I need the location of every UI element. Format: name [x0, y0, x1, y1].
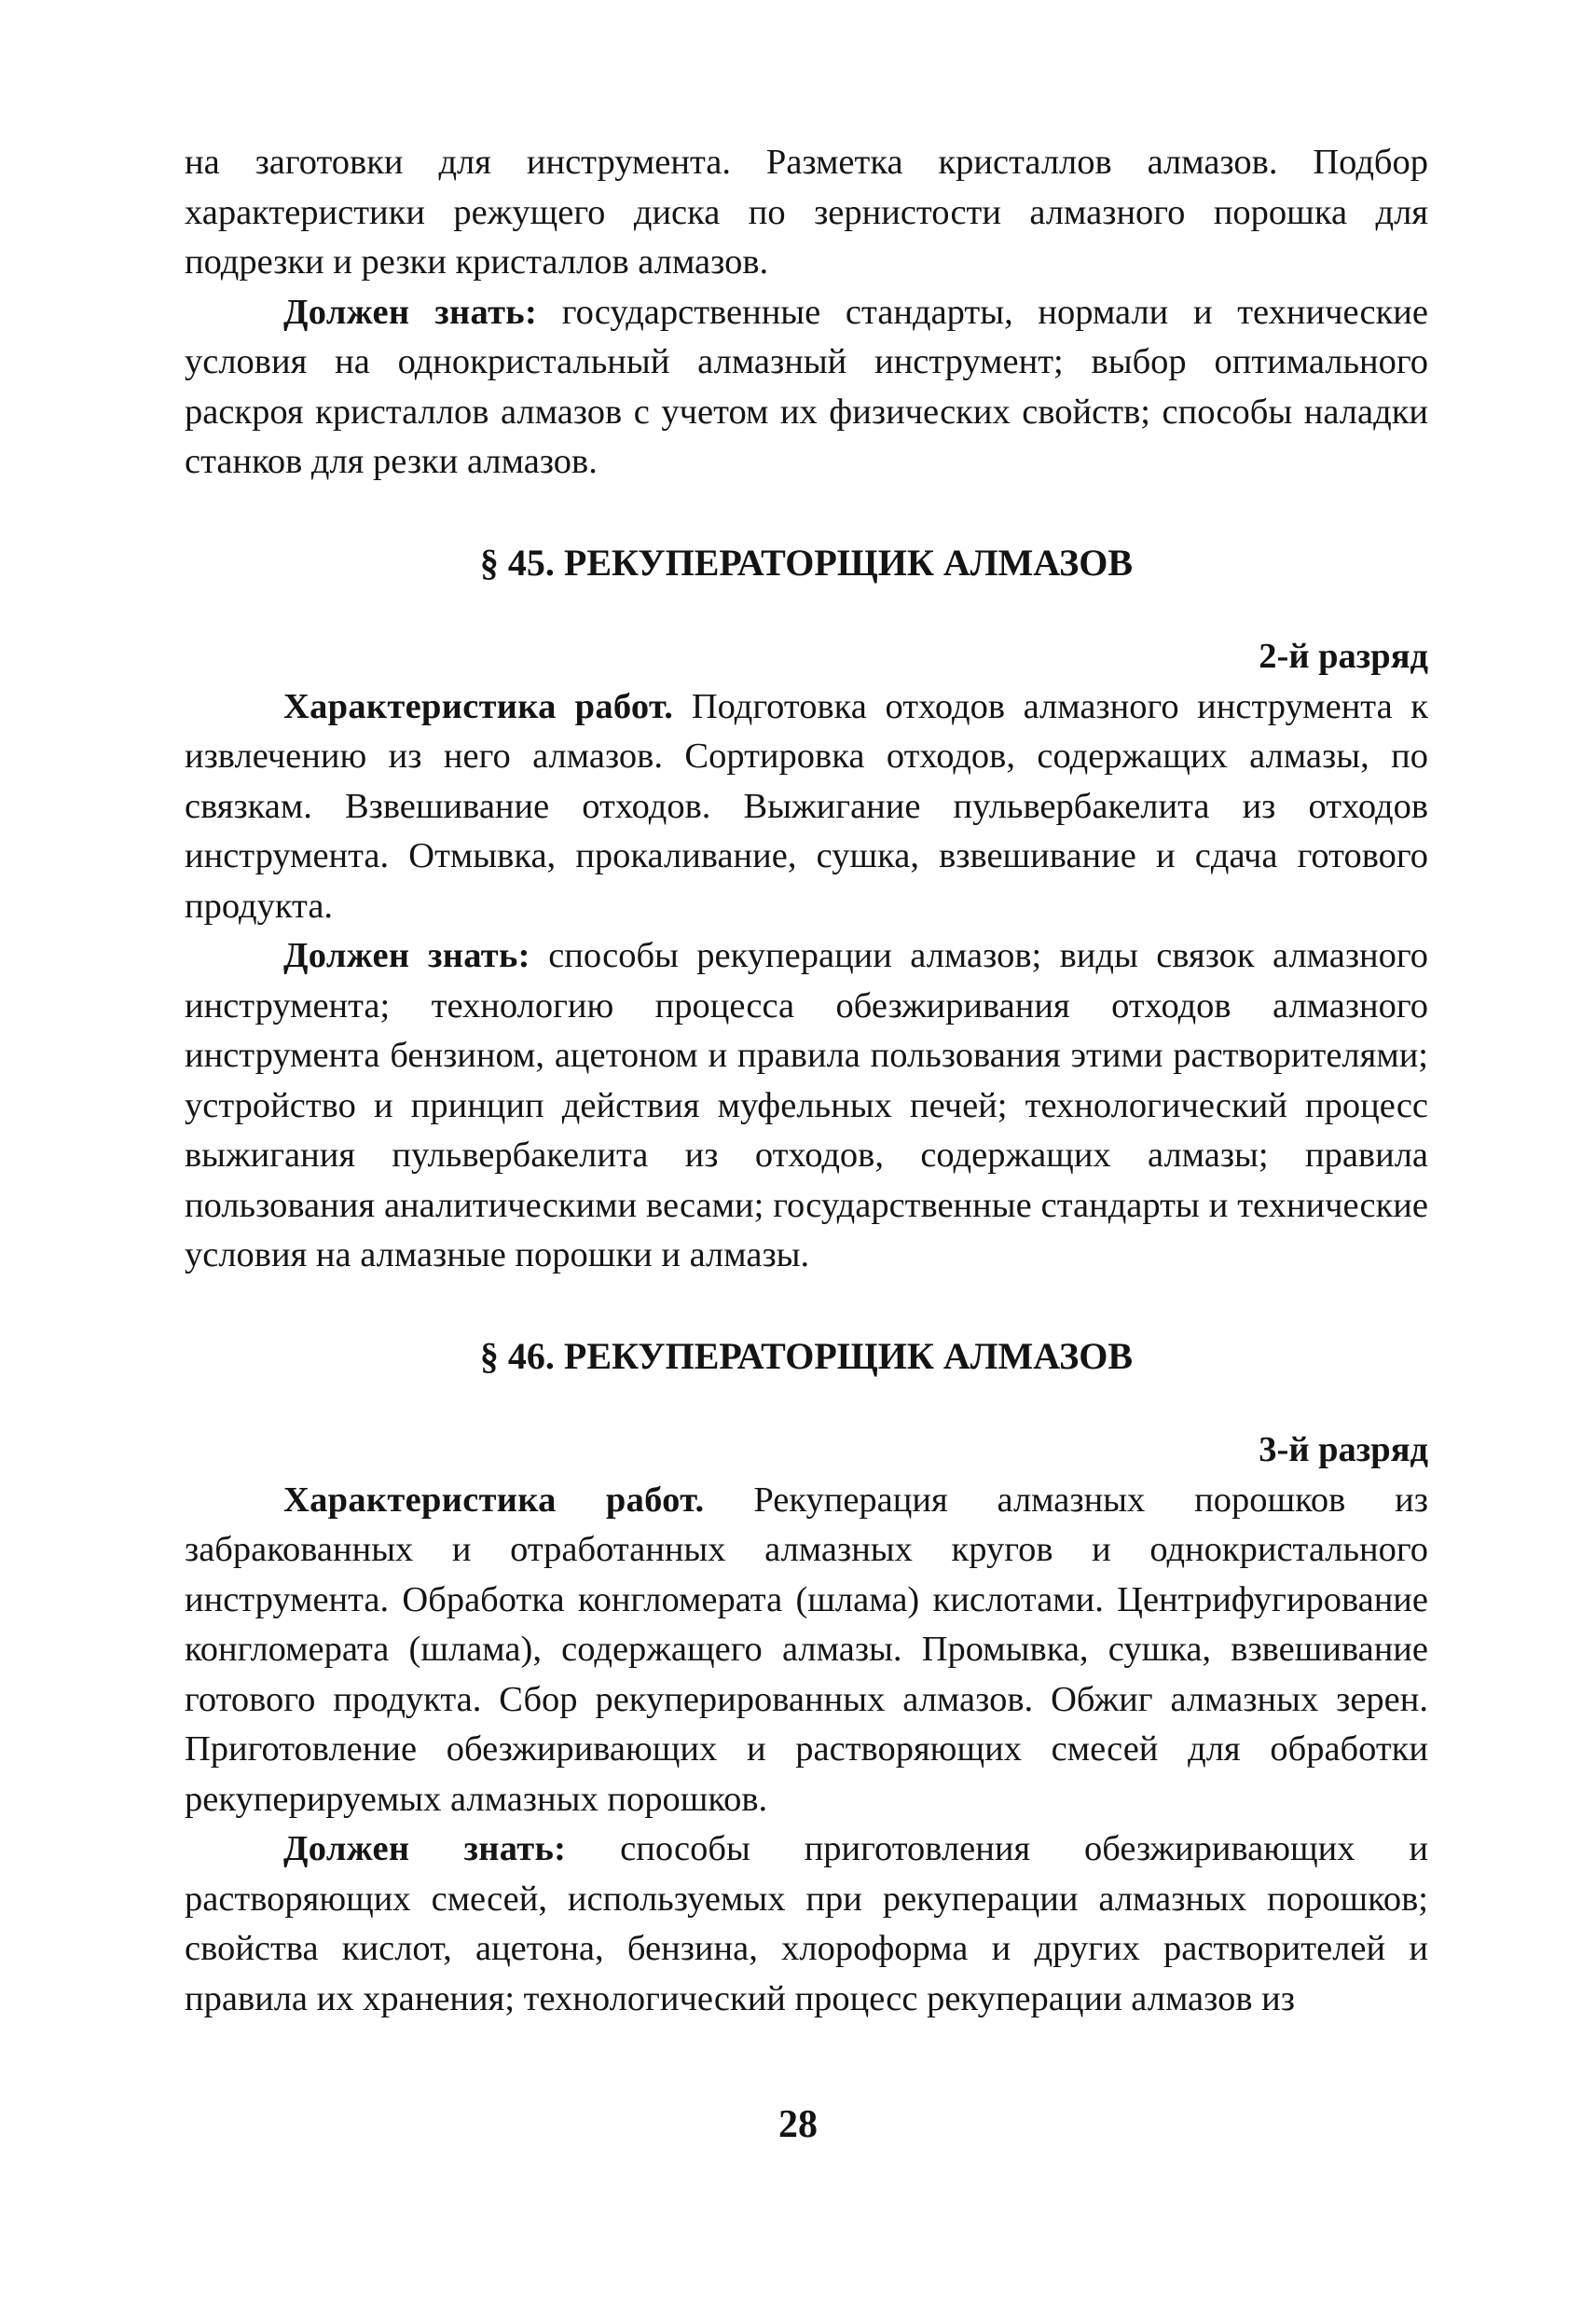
section-46-grade: 3-й разряд [1259, 1430, 1428, 1469]
section-45-knowledge [185, 931, 1428, 1281]
section-45-heading: § 45. РЕКУПЕРАТОРЩИК АЛМАЗОВ [479, 541, 1134, 584]
knowledge-text: государственные стандарты, нормали и технические условия на однокристальный алмазный инструмент; выбор оптимального раскроя кристаллов алмазов с учетом их физических свойств; способы наладки станков для резки алмазов. [185, 292, 1428, 481]
characteristics-label: Характеристика работ. [283, 1480, 705, 1520]
section-45-grade: 2-й разряд [1259, 637, 1428, 676]
knowledge-text: способы рекуперации алмазов; виды связок алмазного инструмента; технологию процесса обезжиривания отходов алмазного инструмента бензином, ацетоном и правила пользования этими растворителями; устройство и принцип действия муфельных печей; технологический процесс выжигания пульвербакелита из отходов, содержащих алмазы; правила пользования аналитическими весами; государственные стандарты и технические условия на алмазные порошки и алмазы. [185, 936, 1428, 1274]
section-46-characteristics [185, 1476, 1428, 1825]
characteristics-text: Подготовка отходов алмазного инструмента к извлечению из него алмазов. Сортировка отходов, содержащих алмазы, по связкам. Взвешивание отходов. Выжигание пульвербакелита из отходов инструмента. Отмывка, прокаливание, сушка, взвешивание и сдача готового продукта. [185, 686, 1428, 926]
knowledge-text: способы приготовления обезжиривающих и растворяющих смесей, используемых при рекуперации алмазных порошков; свойства кислот, ацетона, бензина, хлороформа и других растворителей и правила их хранения; технологический процесс рекуперации алмазов из [185, 1829, 1428, 2018]
intro-knowledge-paragraph [185, 288, 1428, 488]
knowledge-label: Должен знать: [283, 292, 538, 332]
characteristics-label: Характеристика работ. [283, 686, 674, 726]
page-number: 28 [778, 2103, 818, 2146]
intro-paragraph: на заготовки для инструмента. Разметка кристаллов алмазов. Подбор характеристики режущего диска по зернистости алмазного порошка для подрезки и резки кристаллов алмазов. [185, 143, 1428, 282]
knowledge-label: Должен знать: [283, 936, 530, 975]
section-45-characteristics [185, 682, 1428, 932]
page-body [185, 138, 1428, 2024]
section-46-knowledge [185, 1824, 1428, 2024]
section-46-heading: § 46. РЕКУПЕРАТОРЩИК АЛМАЗОВ [479, 1334, 1134, 1377]
characteristics-text: Рекуперация алмазных порошков из забракованных и отработанных алмазных кругов и однокристального инструмента. Обработка конгломерата (шлама) кислотами. Центрифугирование конгломерата (шлама), содержащего алмазы. Промывка, сушка, взвешивание готового продукта. Сбор рекуперированных алмазов. Обжиг алмазных зерен. Приготовление обезжиривающих и растворяющих смесей для обработки рекуперируемых алмазных порошков. [185, 1480, 1428, 1819]
knowledge-label: Должен знать: [283, 1829, 567, 1868]
